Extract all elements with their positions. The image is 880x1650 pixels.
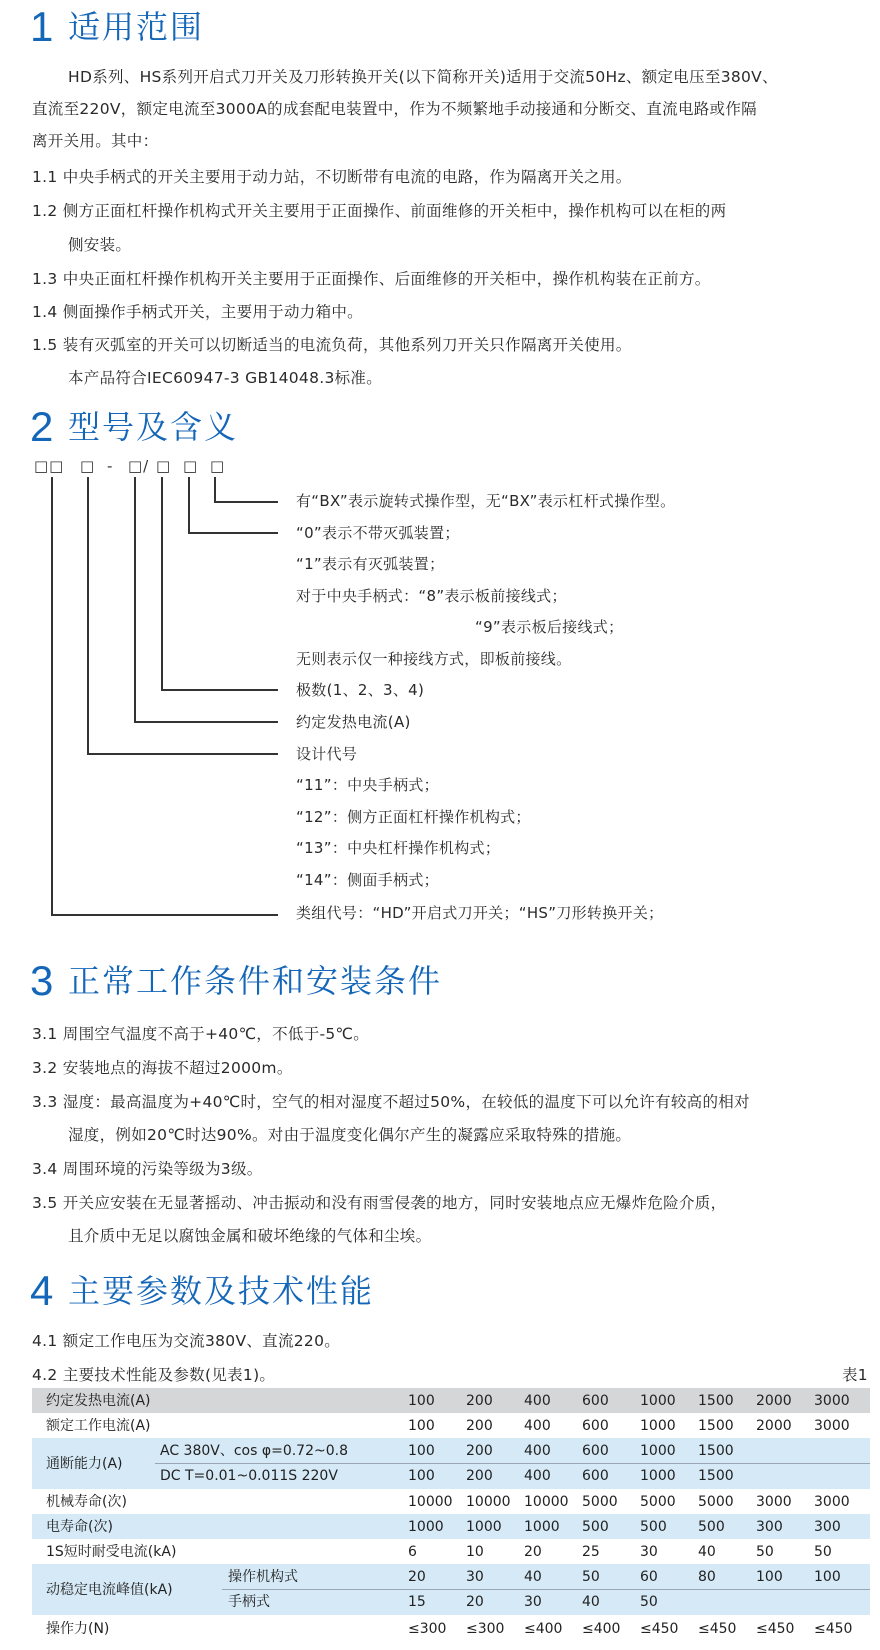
- table-row-label: 操作力(N): [46, 1621, 110, 1637]
- table-row-band: [32, 1514, 870, 1539]
- table-cell: 10000: [408, 1494, 453, 1510]
- table-cell: 10000: [466, 1494, 511, 1510]
- table-cell: 1500: [698, 1418, 734, 1434]
- list-item: 3.5 开关应安装在无显著摇动、冲击振动和没有雨雪侵袭的地方，同时安装地点应无爆炸危险介质，: [32, 1194, 727, 1212]
- table-cell: 10000: [524, 1494, 569, 1510]
- table-cell: 500: [640, 1519, 667, 1535]
- list-item: 1.4 侧面操作手柄式开关，主要用于动力箱中。: [32, 303, 363, 321]
- section-3-number: 3: [30, 957, 54, 1004]
- section-1-number: 1: [30, 3, 54, 50]
- table-row-label: 动稳定电流峰值(kA): [46, 1582, 173, 1598]
- code-label: 有“BX”表示旋转式操作型，无“BX”表示杠杆式操作型。: [296, 492, 676, 510]
- table-cell: 3000: [756, 1494, 792, 1510]
- table-cell: 1500: [698, 1468, 734, 1484]
- table-cell: 10: [466, 1544, 484, 1560]
- list-item: 1.5 装有灭弧室的开关可以切断适当的电流负荷，其他系列刀开关只作隔离开关使用。: [32, 336, 632, 354]
- code-label: 类组代号：“HD”开启式刀开关；“HS”刀形转换开关；: [296, 904, 664, 922]
- table-cell: 20: [466, 1594, 484, 1610]
- table-row-label: 约定发热电流(A): [46, 1393, 151, 1409]
- code-label: “0”表示不带灭弧装置；: [296, 524, 460, 542]
- table-row-band: [32, 1413, 870, 1438]
- table-cell: 200: [466, 1443, 493, 1459]
- code-label: “12”：侧方正面杠杆操作机构式；: [296, 808, 531, 826]
- paragraph-line: 直流至220V，额定电流至3000A的成套配电装置中，作为不频繁地手动接通和分断交、直流电路或作隔: [32, 100, 757, 118]
- list-item: 3.3 湿度：最高温度为+40℃时，空气的相对湿度不超过50%，在较低的温度下可以允许有较高的相对: [32, 1093, 750, 1111]
- table-cell: 1000: [408, 1519, 444, 1535]
- code-box-poles: □: [156, 457, 172, 475]
- table-cell: 5000: [698, 1494, 734, 1510]
- table-cell: 25: [582, 1544, 600, 1560]
- table-row-sublabel: 手柄式: [228, 1594, 270, 1610]
- code-label: “13”：中央杠杆操作机构式；: [296, 839, 501, 857]
- section-4-title: 主要参数及技术性能: [68, 1272, 375, 1310]
- table-cell: 1500: [698, 1393, 734, 1409]
- table-cell: ≤400: [582, 1621, 621, 1637]
- table-cell: 50: [640, 1594, 658, 1610]
- table-cell: 600: [582, 1468, 609, 1484]
- table-divider: [155, 1463, 870, 1464]
- table-cell: ≤450: [814, 1621, 853, 1637]
- paragraph-line: 离开关用。其中：: [32, 132, 159, 150]
- table-cell: 30: [524, 1594, 542, 1610]
- table-cell: ≤450: [698, 1621, 737, 1637]
- section-1-title: 适用范围: [68, 8, 205, 46]
- code-label: “14”：侧面手柄式；: [296, 871, 439, 889]
- table-row-sublabel: AC 380V、cos φ=0.72~0.8: [160, 1443, 348, 1459]
- table-cell: ≤450: [640, 1621, 679, 1637]
- section-3-title: 正常工作条件和安装条件: [68, 962, 443, 1000]
- table-cell: 3000: [814, 1494, 850, 1510]
- list-item: 1.3 中央正面杠杆操作机构开关主要用于正面操作、后面维修的开关柜中，操作机构装在正前方。: [32, 270, 711, 288]
- table-cell: 50: [814, 1544, 832, 1560]
- table-cell: 15: [408, 1594, 426, 1610]
- code-label: “9”表示板后接线式；: [475, 618, 624, 636]
- table-cell: 3000: [814, 1393, 850, 1409]
- table-cell: 30: [640, 1544, 658, 1560]
- table-cell: 400: [524, 1468, 551, 1484]
- list-item: 且介质中无足以腐蚀金属和破坏绝缘的气体和尘埃。: [68, 1227, 432, 1245]
- table-cell: 100: [408, 1393, 435, 1409]
- list-item: 3.2 安装地点的海拔不超过2000m。: [32, 1059, 293, 1077]
- table-cell: 100: [814, 1569, 841, 1585]
- table-cell: 20: [408, 1569, 426, 1585]
- table-cell: 2000: [756, 1393, 792, 1409]
- table-row-band: [32, 1615, 870, 1641]
- table-row-sublabel: 操作机构式: [228, 1569, 298, 1585]
- table-cell: ≤450: [756, 1621, 795, 1637]
- table-row-label: 通断能力(A): [46, 1456, 123, 1472]
- table-cell: 100: [408, 1468, 435, 1484]
- code-box-arc: □: [183, 457, 199, 475]
- table-cell: 600: [582, 1443, 609, 1459]
- section-2-title: 型号及含义: [68, 408, 239, 446]
- table-cell: 400: [524, 1393, 551, 1409]
- table-cell: 300: [814, 1519, 841, 1535]
- table-cell: 1000: [640, 1468, 676, 1484]
- table-cell: 500: [582, 1519, 609, 1535]
- table-cell: 2000: [756, 1418, 792, 1434]
- table-cell: 1000: [466, 1519, 502, 1535]
- table-cell: 300: [756, 1519, 783, 1535]
- code-label: “11”：中央手柄式；: [296, 776, 439, 794]
- code-label: 约定发热电流(A): [296, 713, 411, 731]
- table-cell: 50: [756, 1544, 774, 1560]
- table-cell: 30: [466, 1569, 484, 1585]
- code-label: 无则表示仅一种接线方式，即板前接线。: [296, 650, 572, 668]
- table-cell: 100: [408, 1443, 435, 1459]
- standard-note: 本产品符合IEC60947-3 GB14048.3标准。: [68, 369, 383, 387]
- table-row-label: 额定工作电流(A): [46, 1418, 151, 1434]
- table-cell: 200: [466, 1418, 493, 1434]
- code-box-current: □/: [128, 457, 150, 475]
- code-label: 设计代号: [296, 745, 358, 763]
- table-cell: 500: [698, 1519, 725, 1535]
- list-item: 4.1 额定工作电压为交流380V、直流220。: [32, 1332, 341, 1350]
- table-row-label: 1S短时耐受电流(kA): [46, 1544, 177, 1560]
- table-divider: [222, 1589, 870, 1590]
- table-cell: ≤300: [408, 1621, 447, 1637]
- table-cell: 600: [582, 1418, 609, 1434]
- table-cell: 1500: [698, 1443, 734, 1459]
- table-cell: 40: [582, 1594, 600, 1610]
- table-cell: 100: [756, 1569, 783, 1585]
- paragraph-line: HD系列、HS系列开启式刀开关及刀形转换开关(以下简称开关)适用于交流50Hz、额定电压至380V、: [68, 68, 778, 86]
- list-item: 湿度，例如20℃时达90%。对由于温度变化偶尔产生的凝露应采取特殊的措施。: [68, 1126, 632, 1144]
- section-4-number: 4: [30, 1267, 54, 1314]
- table-row-sublabel: DC T=0.01~0.011S 220V: [160, 1468, 338, 1484]
- table-cell: 200: [466, 1468, 493, 1484]
- list-item: 1.2 侧方正面杠杆操作机构式开关主要用于正面操作、前面维修的开关柜中，操作机构可以在柜的两: [32, 202, 727, 220]
- code-box-class: □□: [34, 457, 65, 475]
- list-item: 4.2 主要技术性能及参数(见表1)。: [32, 1366, 276, 1384]
- list-item: 3.1 周围空气温度不高于+40℃，不低于-5℃。: [32, 1025, 370, 1043]
- code-label: 极数(1、2、3、4): [296, 681, 425, 699]
- table-cell: 60: [640, 1569, 658, 1585]
- table-cell: ≤300: [466, 1621, 505, 1637]
- table-cell: 1000: [640, 1443, 676, 1459]
- section-2-number: 2: [30, 403, 54, 450]
- table-caption: 表1: [842, 1366, 868, 1384]
- table-cell: 40: [698, 1544, 716, 1560]
- code-box-operation: □: [210, 457, 226, 475]
- table-cell: 400: [524, 1443, 551, 1459]
- table-cell: 6: [408, 1544, 417, 1560]
- list-item: 1.1 中央手柄式的开关主要用于动力站，不切断带有电流的电路，作为隔离开关之用。: [32, 168, 632, 186]
- table-row-label: 电寿命(次): [46, 1519, 113, 1535]
- list-item: 侧安装。: [68, 236, 132, 254]
- code-label: 对于中央手柄式：“8”表示板前接线式；: [296, 587, 567, 605]
- table-row-band: [32, 1388, 870, 1413]
- table-cell: 40: [524, 1569, 542, 1585]
- table-cell: 3000: [814, 1418, 850, 1434]
- code-box-design: □: [80, 457, 96, 475]
- code-dash: -: [107, 457, 114, 475]
- table-row-label: 机械寿命(次): [46, 1494, 127, 1510]
- code-label: “1”表示有灭弧装置；: [296, 555, 445, 573]
- table-cell: 1000: [640, 1393, 676, 1409]
- table-cell: 600: [582, 1393, 609, 1409]
- table-cell: 200: [466, 1393, 493, 1409]
- list-item: 3.4 周围环境的污染等级为3级。: [32, 1160, 263, 1178]
- table-cell: 20: [524, 1544, 542, 1560]
- table-cell: 80: [698, 1569, 716, 1585]
- table-cell: 50: [582, 1569, 600, 1585]
- table-cell: 100: [408, 1418, 435, 1434]
- table-cell: 400: [524, 1418, 551, 1434]
- table-cell: 5000: [582, 1494, 618, 1510]
- table-cell: 1000: [524, 1519, 560, 1535]
- table-cell: 1000: [640, 1418, 676, 1434]
- table-cell: 5000: [640, 1494, 676, 1510]
- table-cell: ≤400: [524, 1621, 563, 1637]
